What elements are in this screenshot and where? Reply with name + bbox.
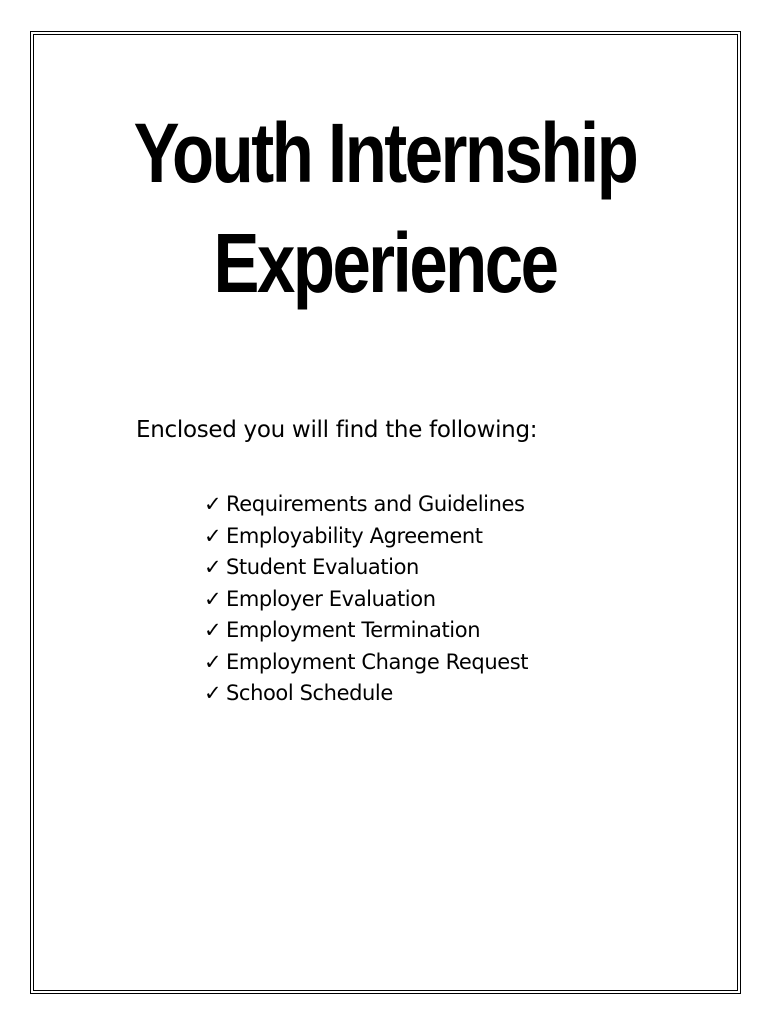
list-item <box>204 489 528 521</box>
checkmark-icon: ✓ <box>204 555 222 579</box>
document-title <box>69 98 700 318</box>
list-item-label: Employment Termination <box>226 618 481 642</box>
list-item-label: Student Evaluation <box>226 555 419 579</box>
checkmark-icon: ✓ <box>204 586 222 611</box>
list-item-label: Employability Agreement <box>226 523 483 548</box>
checkmark-icon: ✓ <box>204 649 222 674</box>
title-line-2: Experience <box>213 216 557 310</box>
list-item <box>204 552 528 584</box>
intro-text: Enclosed you will find the following: <box>136 417 538 443</box>
list-item <box>204 615 528 647</box>
list-item-label: School Schedule <box>226 681 393 705</box>
checkmark-icon: ✓ <box>204 523 222 548</box>
checkmark-icon: ✓ <box>204 618 222 642</box>
enclosed-items-list <box>204 489 528 710</box>
list-item <box>204 584 528 616</box>
checkmark-icon: ✓ <box>204 492 222 516</box>
checkmark-icon: ✓ <box>204 681 222 705</box>
list-item <box>204 521 528 553</box>
list-item-label: Employment Change Request <box>226 649 529 674</box>
list-item-label: Employer Evaluation <box>226 586 436 611</box>
list-item-label: Requirements and Guidelines <box>226 492 525 516</box>
list-item <box>204 678 528 710</box>
list-item <box>204 647 528 679</box>
title-line-1: Youth Internship <box>133 106 637 200</box>
